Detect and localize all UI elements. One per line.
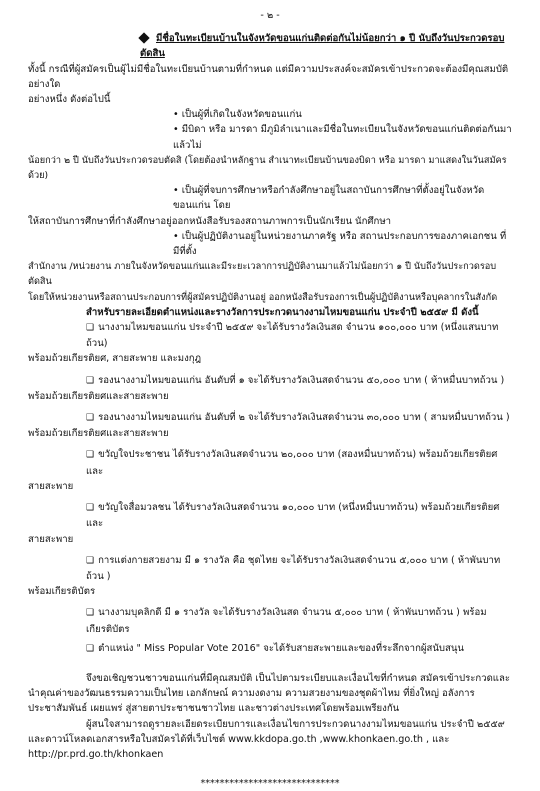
bullet-parent-line1: • มีบิดา หรือ มารดา มีภูมิลำเนาและมีชื่อในทะเบียนในจังหวัดขอนแก่นติดต่อกันมาแล้วไม่: [173, 124, 512, 151]
checkbox-bullet-icon: ❑: [86, 503, 95, 514]
closing-line3: ประชาสัมพันธ์ เผยแพร่ สู่สายตาประชาชนชาวไทย และชาวต่างประเทศโดยพร้อมเพรียงกัน: [28, 703, 400, 715]
prize-item: [28, 500, 512, 547]
bullet-study-line1: • เป็นผู้ที่จบการศึกษาหรือกำลังศึกษาอยู่ในสถาบันการศึกษาที่ตั้งอยู่ในจังหวัดขอนแก่น โดย: [173, 185, 485, 212]
closing-line5: และดาวน์โหลดเอกสารหรือใบสมัครได้ที่เว็บไซต์ www.kkdopa.go.th ,www.khonkaen.go.th , และ: [28, 733, 450, 745]
bullet-parent-line2: น้อยกว่า ๒ ปี นับถึงวันประกวดรอบตัดสิ (โดยต้องนำหลักฐาน สำเนาทะเบียนบ้านของบิดา หรือ มารดา มาแสดงในวันสมัครด้วย): [28, 154, 507, 182]
prize-item: [28, 373, 512, 404]
checkbox-bullet-icon: ❑: [86, 375, 95, 386]
prize-item: [28, 410, 512, 441]
prize-text-cont: พร้อมถ้วยเกียรติยศและสายสะพาย: [28, 390, 169, 402]
prize-heading: สำหรับรายละเอียดตำแหน่งและรางวัลการประกวดนางงามไหมขอนแก่น ประจำปี ๒๕๕๙ มี ดังนี้: [86, 306, 479, 318]
prize-list: [28, 320, 512, 657]
closing-line6: http://pr.prd.go.th/khonkaen: [28, 748, 164, 760]
prize-text: ขวัญใจสื่อมวลชน ได้รับรางวัลเงินสดจำนวน ๑๐,๐๐๐ บาท (หนึ่งหมื่นบาทถ้วน) พร้อมถ้วยเกียรติยศและ: [86, 502, 500, 530]
separator-stars: *****************************: [200, 778, 340, 790]
prize-text: ตำแหน่ง " Miss Popular Vote 2016" จะได้รับสายสะพายและของที่ระลึกจากผู้สนับสนุน: [98, 642, 464, 654]
prize-text-cont: พร้อมถ้วยเกียรติยศและสายสะพาย: [28, 428, 169, 440]
checkbox-bullet-icon: ❑: [86, 643, 95, 654]
prize-item: [28, 553, 512, 600]
prize-text-cont: สายสะพาย: [28, 533, 74, 545]
closing-line2: นำคุณค่าของวัฒนธรรมความเป็นไทย เอกลักษณ์ ความงดงาม ความสวยงามของชุดผ้าไหม ที่ยิ่งใหญ่ อลังการ: [28, 688, 475, 700]
para1-line2: อย่างหนึ่ง ดังต่อไปนี้: [28, 94, 111, 106]
qualification-heading: มีชื่อในทะเบียนบ้านในจังหวัดขอนแก่นติดต่อกันไม่น้อยกว่า ๑ ปี นับถึงวันประกวดรอบตัดสิน: [140, 33, 505, 60]
prize-item: [28, 641, 512, 657]
prize-text: ขวัญใจประชาชน ได้รับรางวัลเงินสดจำนวน ๒๐,๐๐๐ บาท (สองหมื่นบาทถ้วน) พร้อมถ้วยเกียรติยศและ: [86, 449, 498, 477]
checkbox-bullet-icon: ❑: [86, 450, 95, 461]
prize-text: รองนางงามไหมขอนแก่น อันดับที่ ๒ จะได้รับรางวัลเงินสดจำนวน ๓๐,๐๐๐ บาท ( สามหมื่นบาทถ้วน ): [98, 412, 510, 424]
bullet-work-line2: สำนักงาน /หน่วยงาน ภายในจังหวัดขอนแก่นและมีระยะเวลาการปฏิบัติงานมาแล้วไม่น้อยกว่า ๑ ปี นับถึงวันประกวดรอบตัดสิน: [28, 261, 497, 288]
diamond-bullet-icon: [138, 33, 149, 44]
prize-item: [28, 605, 512, 636]
bullet-born: • เป็นผู้ที่เกิดในจังหวัดขอนแก่น: [173, 109, 302, 121]
prize-text-cont: สายสะพาย: [28, 480, 74, 492]
checkbox-bullet-icon: ❑: [86, 608, 95, 619]
prize-item: [28, 447, 512, 494]
prize-text: นางงามไหมขอนแก่น ประจำปี ๒๕๕๙ จะได้รับรางวัลเงินสด จำนวน ๑๐๐,๐๐๐ บาท (หนึ่งแสนบาทถ้วน): [86, 322, 499, 350]
prize-text-cont: พร้อมถ้วยเกียรติยศ, สายสะพาย และมงกุฎ: [28, 353, 202, 365]
checkbox-bullet-icon: ❑: [86, 555, 95, 566]
page-number: - ๒ -: [260, 10, 280, 21]
prize-text: การแต่งกายสวยงาม มี ๑ รางวัล คือ ชุดไทย จะได้รับรางวัลเงินสดจำนวน ๕,๐๐๐ บาท ( ห้าพันบาทถ้วน ): [86, 554, 501, 582]
prize-text: นางงามบุคลิกดี มี ๑ รางวัล จะได้รับรางวัลเงินสด จำนวน ๕,๐๐๐ บาท ( ห้าพันบาทถ้วน ) พร้อมเกียรติบัตร: [86, 607, 487, 635]
bullet-work-line3: โดยให้หน่วยงานหรือสถานประกอบการที่ผู้สมัครปฏิบัติงานอยู่ ออกหนังสือรับรองการเป็นผู้ปฏิบัติงานหรือบุคลากรในสังกัด: [28, 291, 498, 303]
closing-line1: จึงขอเชิญชวนชาวขอนแก่นที่มีคุณสมบัติ เป็นไปตามระเบียบและเงื่อนไขที่กำหนด สมัครเข้าประกวดและ: [86, 672, 511, 684]
prize-text-cont: พร้อมเกียรติบัตร: [28, 586, 96, 598]
checkbox-bullet-icon: ❑: [86, 413, 95, 424]
closing-section: [28, 671, 512, 762]
prize-text: รองนางงามไหมขอนแก่น อันดับที่ ๑ จะได้รับรางวัลเงินสดจำนวน ๕๐,๐๐๐ บาท ( ห้าหมื่นบาทถ้วน ): [98, 374, 505, 386]
closing-line4: ผู้สนใจสามารถดูรายละเอียดระเบียบการและเงื่อนไขการประกวดนางงามไหมขอนแก่น ประจำปี ๒๕๕๙: [86, 718, 505, 730]
prize-item: [28, 320, 512, 367]
para1-line1: ทั้งนี้ กรณีที่ผู้สมัครเป็นผู้ไม่มีชื่อในทะเบียนบ้านตามที่กำหนด แต่มีความประสงค์จะสมัครเข้าประกวดจะต้องมีคุณสมบัติอย่างใด: [28, 63, 509, 90]
checkbox-bullet-icon: ❑: [86, 323, 95, 334]
bullet-study-line2: ให้สถาบันการศึกษาที่กำลังศึกษาอยู่ออกหนังสือรับรองสถานภาพการเป็นนักเรียน นักศึกษา: [28, 215, 392, 227]
bullet-work-line1: • เป็นผู้ปฏิบัติงานอยู่ในหน่วยงานภาครัฐ หรือ สถานประกอบการของภาคเอกชน ที่มีที่ตั้ง: [173, 230, 507, 258]
